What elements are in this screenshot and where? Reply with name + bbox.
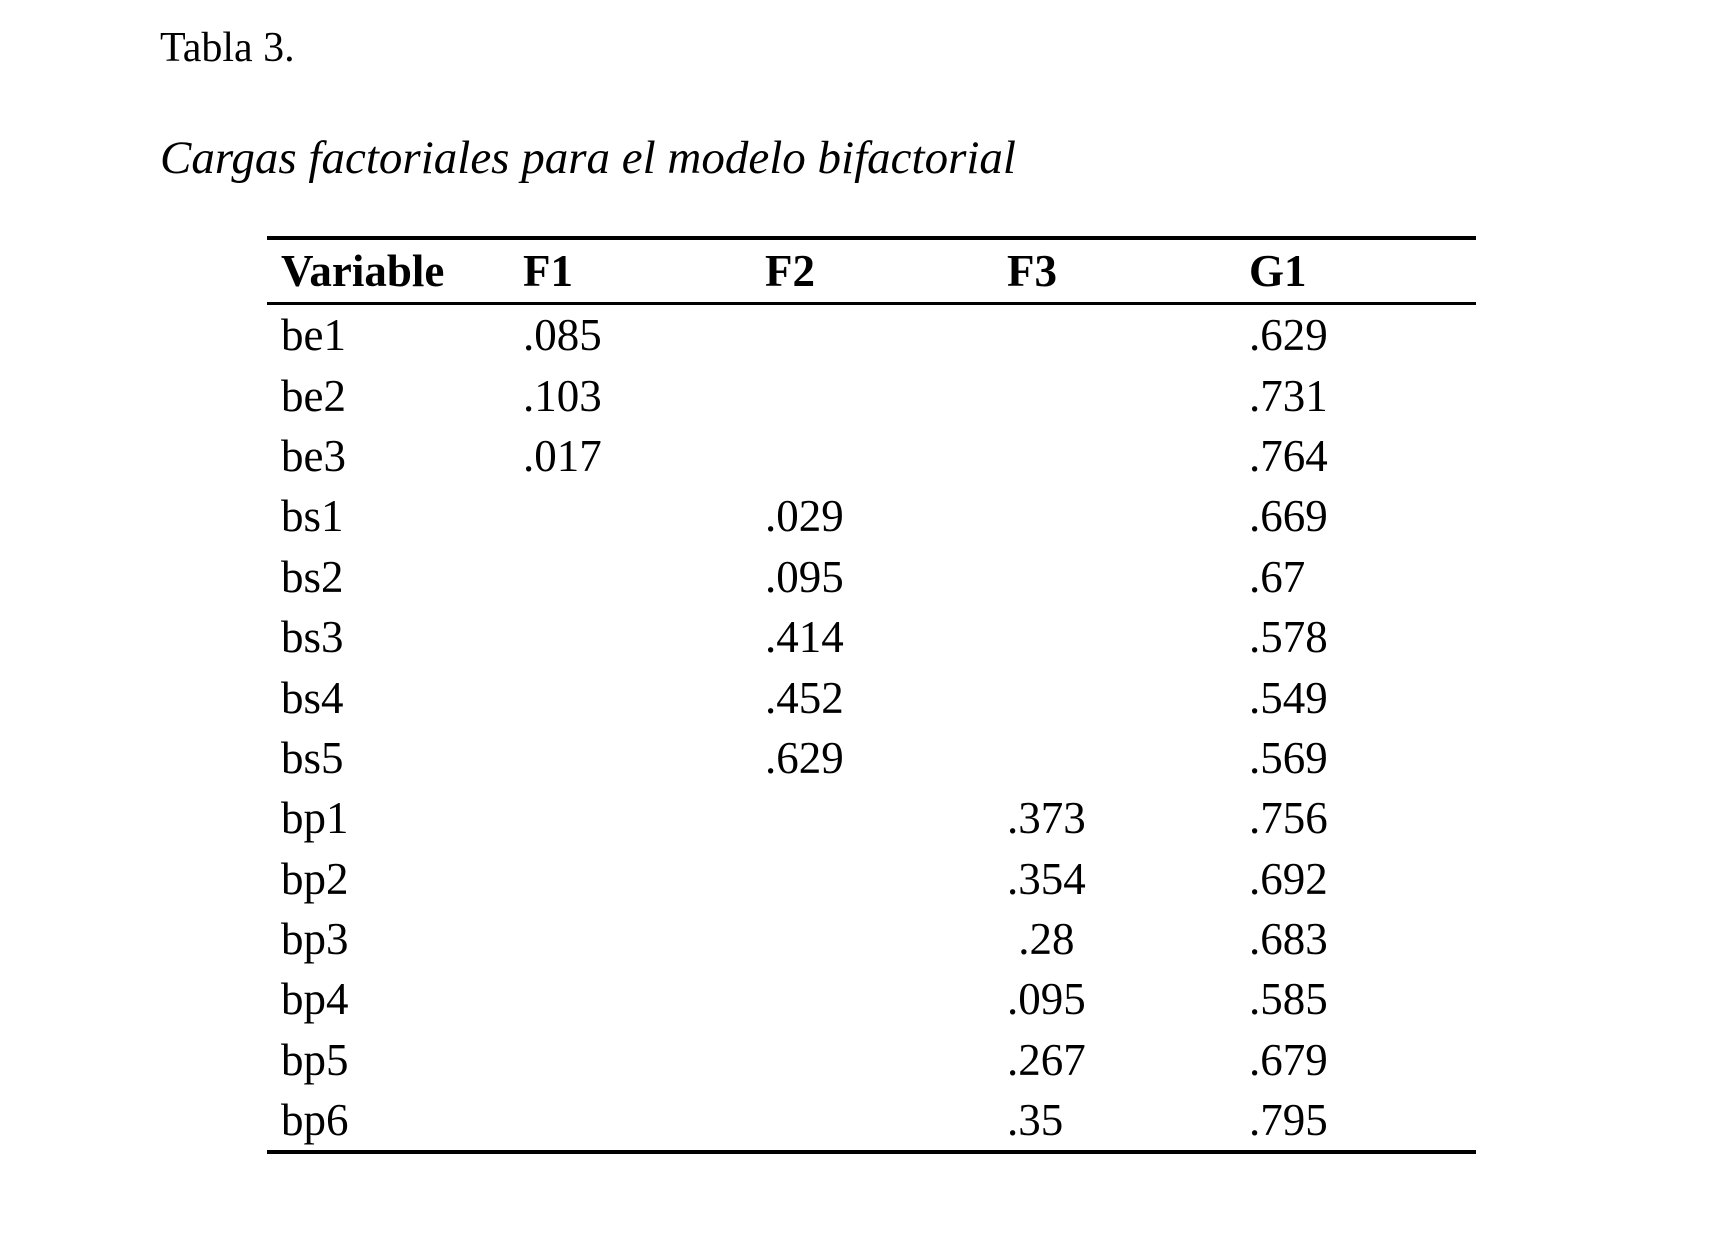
cell-f2 (751, 969, 993, 1029)
cell-variable: bs3 (281, 612, 344, 663)
cell-f3: .35 (1007, 1095, 1064, 1146)
cell-g1: .692 (1249, 853, 1328, 904)
cell-f1: .085 (523, 310, 602, 361)
cell-f3 (993, 486, 1235, 546)
header-f1: F1 (523, 246, 573, 296)
cell-variable: bs5 (281, 732, 344, 783)
cell-f2 (751, 426, 993, 486)
cell-f2 (751, 849, 993, 909)
table-row (267, 788, 1476, 848)
cell-f3: .267 (1007, 1034, 1086, 1085)
cell-variable: bs4 (281, 672, 344, 723)
factor-loadings-table (267, 236, 1476, 1154)
cell-variable: be3 (281, 430, 346, 481)
header-f2: F2 (765, 246, 815, 296)
table-row (267, 304, 1476, 366)
cell-f3: .354 (1007, 853, 1086, 904)
cell-g1: .756 (1249, 793, 1328, 844)
header-f3: F3 (1007, 246, 1057, 296)
cell-g1: .578 (1249, 612, 1328, 663)
cell-variable: be1 (281, 310, 346, 361)
table-header (267, 238, 1476, 304)
table-row (267, 547, 1476, 607)
cell-f2: .095 (765, 551, 844, 602)
header-g1: G1 (1249, 246, 1307, 296)
table-row (267, 1090, 1476, 1152)
cell-variable: bp2 (281, 853, 349, 904)
cell-f3 (993, 667, 1235, 727)
table-row (267, 849, 1476, 909)
cell-f3 (993, 728, 1235, 788)
cell-f2 (751, 788, 993, 848)
cell-f2: .452 (765, 672, 844, 723)
table-row (267, 969, 1476, 1029)
table-number: Tabla 3. (160, 25, 295, 71)
header-variable: Variable (281, 246, 445, 296)
cell-g1: .764 (1249, 430, 1328, 481)
cell-f3: .28 (1007, 914, 1075, 965)
table-body (267, 304, 1476, 1153)
cell-f2 (751, 1030, 993, 1090)
cell-variable: bp5 (281, 1034, 349, 1085)
cell-g1: .67 (1249, 551, 1306, 602)
table-row (267, 607, 1476, 667)
cell-g1: .629 (1249, 310, 1328, 361)
cell-f1 (509, 788, 751, 848)
cell-variable: bp6 (281, 1095, 349, 1146)
cell-f2: .629 (765, 732, 844, 783)
cell-variable: bp4 (281, 974, 349, 1025)
cell-f3 (993, 304, 1235, 366)
cell-f1 (509, 728, 751, 788)
cell-f3 (993, 607, 1235, 667)
table-row (267, 426, 1476, 486)
cell-f2 (751, 304, 993, 366)
table-row (267, 728, 1476, 788)
cell-f1 (509, 1090, 751, 1152)
cell-g1: .585 (1249, 974, 1328, 1025)
cell-variable: bs2 (281, 551, 344, 602)
cell-f1 (509, 1030, 751, 1090)
table-row (267, 909, 1476, 969)
header-row (267, 238, 1476, 304)
cell-f3 (993, 547, 1235, 607)
cell-g1: .669 (1249, 491, 1328, 542)
cell-f1 (509, 849, 751, 909)
cell-f1 (509, 909, 751, 969)
cell-f3: .373 (1007, 793, 1086, 844)
table-title: Cargas factoriales para el modelo bifactorial (160, 132, 1016, 184)
cell-g1: .731 (1249, 370, 1328, 421)
cell-f2 (751, 909, 993, 969)
cell-f1: .103 (523, 370, 602, 421)
cell-variable: bp3 (281, 914, 349, 965)
cell-f1 (509, 667, 751, 727)
cell-g1: .795 (1249, 1095, 1328, 1146)
table-row (267, 1030, 1476, 1090)
cell-f1 (509, 486, 751, 546)
cell-f2: .414 (765, 612, 844, 663)
cell-variable: bs1 (281, 491, 344, 542)
cell-f3 (993, 426, 1235, 486)
cell-f2: .029 (765, 491, 844, 542)
cell-g1: .679 (1249, 1034, 1328, 1085)
table-row (267, 667, 1476, 727)
table-row (267, 486, 1476, 546)
cell-f3: .095 (1007, 974, 1086, 1025)
cell-g1: .549 (1249, 672, 1328, 723)
cell-f2 (751, 365, 993, 425)
cell-g1: .683 (1249, 914, 1328, 965)
cell-g1: .569 (1249, 732, 1328, 783)
cell-f1 (509, 607, 751, 667)
cell-f2 (751, 1090, 993, 1152)
cell-f1: .017 (523, 430, 602, 481)
table-row (267, 365, 1476, 425)
cell-f1 (509, 547, 751, 607)
cell-variable: be2 (281, 370, 346, 421)
cell-variable: bp1 (281, 793, 349, 844)
cell-f1 (509, 969, 751, 1029)
cell-f3 (993, 365, 1235, 425)
